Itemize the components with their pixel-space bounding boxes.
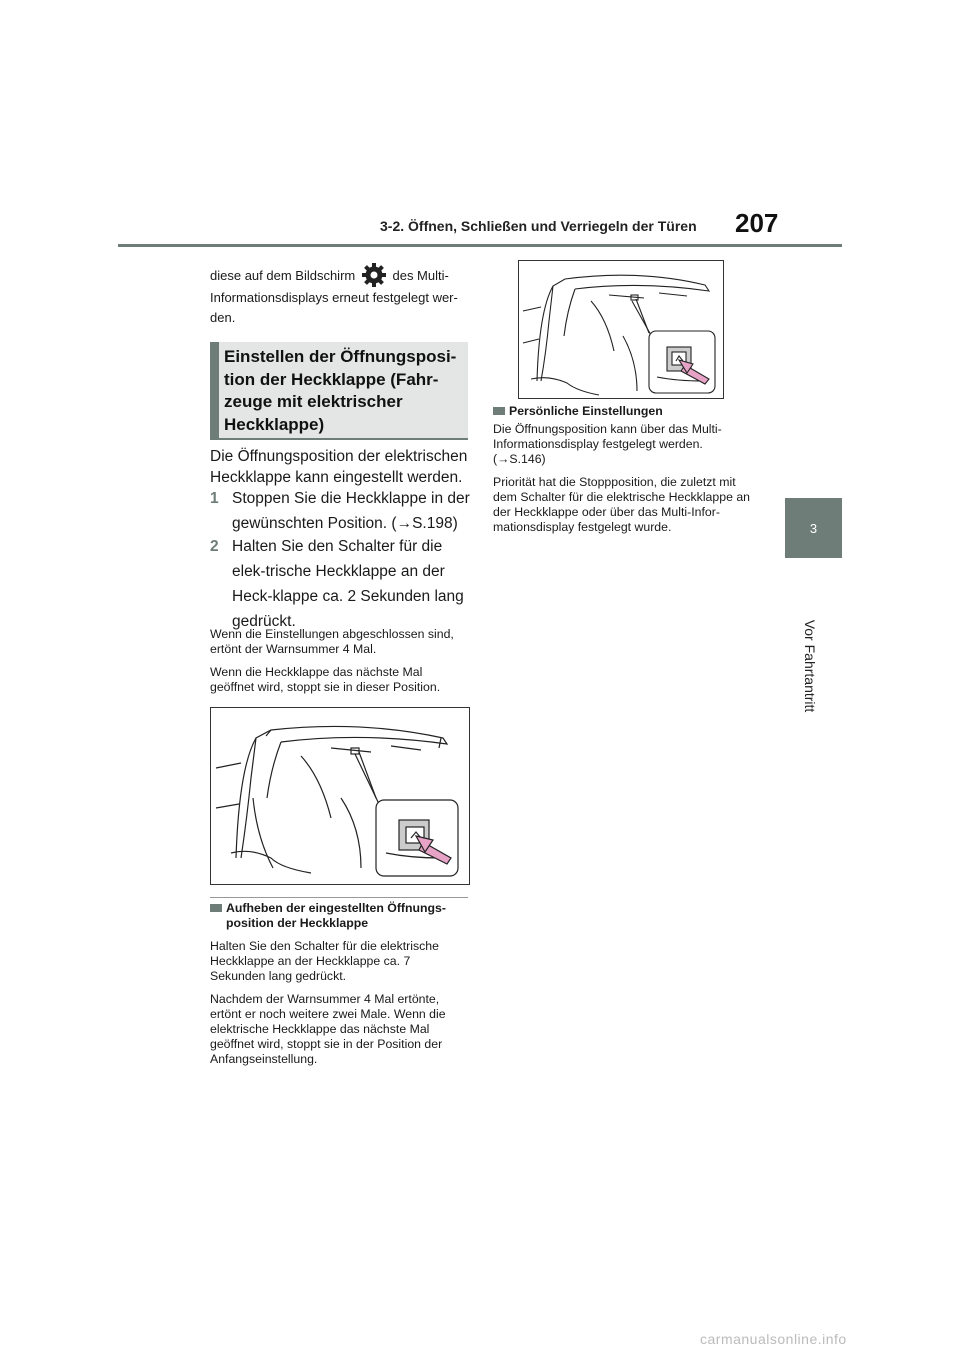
tailgate-switch-illustration <box>210 707 470 885</box>
section-heading: Einstellen der Öffnungsposi-tion der Heckklappe (Fahr-zeuge mit elektrischer Heckklappe) <box>224 347 457 434</box>
step-1 <box>210 486 472 536</box>
chapter-tab <box>785 498 842 558</box>
tailgate-switch-illustration-2 <box>518 260 724 399</box>
note-paragraph: Wenn die Heckklappe das nächste Mal geöffnet wird, stoppt sie in dieser Position. <box>210 665 441 694</box>
chapter-title: Vor Fahrtantritt <box>802 619 818 713</box>
step-number: 2 <box>210 538 219 555</box>
footer-watermark: carmanualsonline.info <box>700 1331 847 1347</box>
section-title: 3-2. Öffnen, Schließen und Verriegeln der Türen <box>380 218 697 234</box>
subsection-title-text: Aufheben der eingestellten Öffnungs-position der Heckklappe <box>226 901 446 930</box>
note-paragraph: Wenn die Einstellungen abgeschlossen sind, ertönt der Warnsummer 4 Mal. <box>210 627 454 656</box>
intro-after-icon: des Multi-Informationsdisplays erneut festgelegt wer-den. <box>210 268 458 325</box>
intro-before-icon: diese auf dem Bildschirm <box>210 268 356 283</box>
lead-paragraph: Die Öffnungsposition der elektrischen Heckklappe kann eingestellt werden. <box>210 448 468 486</box>
bullet-square-icon <box>493 407 505 415</box>
step-number: 1 <box>210 490 219 507</box>
subsection-title <box>210 901 472 931</box>
body-paragraph: Priorität hat die Stoppposition, die zuletzt mit dem Schalter für die elektrische Heckklappe an der Heckklappe oder über das Multi-Infor-mationsdisplay festgelegt wurde. <box>493 475 750 534</box>
section-heading-bar <box>210 342 219 438</box>
gear-icon <box>361 262 387 288</box>
chapter-number: 3 <box>809 520 818 536</box>
step-text: Halten Sie den Schalter für die elek-trische Heckklappe an der Heck-klappe ca. 2 Sekunden lang gedrückt. <box>232 538 464 630</box>
header-rule <box>118 244 842 247</box>
body-paragraph: Die Öffnungsposition kann über das Multi-Informationsdisplay festgelegt werden. (→S.146) <box>493 422 722 466</box>
bullet-square-icon <box>210 904 222 912</box>
divider <box>210 897 468 898</box>
body-paragraph: Halten Sie den Schalter für die elektrische Heckklappe an der Heckklappe ca. 7 Sekunden lang gedrückt. <box>210 939 439 983</box>
step-text: Stoppen Sie die Heckklappe in der gewünschten Position. (→S.198) <box>232 490 470 532</box>
body-paragraph: Nachdem der Warnsummer 4 Mal ertönte, ertönt er noch weitere zwei Male. Wenn die elektrische Heckklappe das nächste Mal geöffnet wird, stoppt sie in der Position der Anfangseinstellung. <box>210 992 446 1066</box>
intro-paragraph <box>210 262 470 328</box>
subsection-title <box>493 404 751 419</box>
page-number: 207 <box>735 208 779 238</box>
subsection-title-text: Persönliche Einstellungen <box>509 404 663 418</box>
step-2 <box>210 534 472 634</box>
